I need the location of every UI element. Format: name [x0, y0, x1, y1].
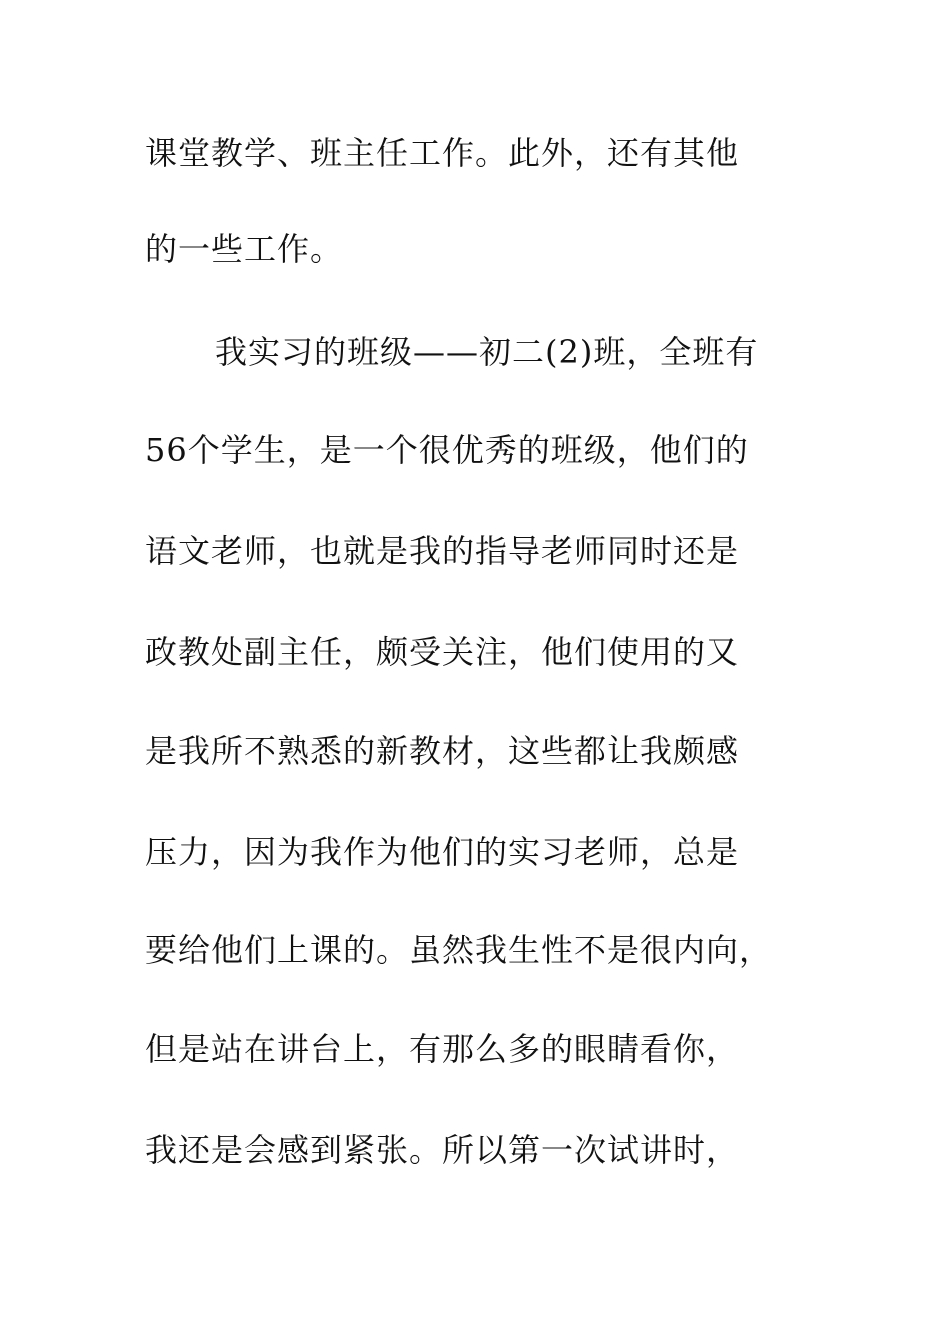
text-line-5: 语文老师，也就是我的指导老师同时还是 [145, 532, 740, 570]
text-line-2: 的一些工作。 [145, 230, 344, 268]
text-line-4: 56个学生，是一个很优秀的班级，他们的 [145, 431, 749, 469]
text-line-3: 我实习的班级——初二(2)班，全班有 [215, 333, 759, 371]
text-line-1: 课堂教学、班主任工作。此外，还有其他 [145, 134, 740, 172]
text-line-6: 政教处副主任，颇受关注，他们使用的又 [145, 633, 740, 671]
text-line-11: 我还是会感到紧张。所以第一次试讲时， [145, 1131, 740, 1169]
text-line-10: 但是站在讲台上，有那么多的眼睛看你， [145, 1030, 740, 1068]
text-line-7: 是我所不熟悉的新教材，这些都让我颇感 [145, 732, 740, 770]
text-line-9: 要给他们上课的。虽然我生性不是很内向， [145, 931, 773, 969]
text-line-8: 压力，因为我作为他们的实习老师，总是 [145, 833, 740, 871]
